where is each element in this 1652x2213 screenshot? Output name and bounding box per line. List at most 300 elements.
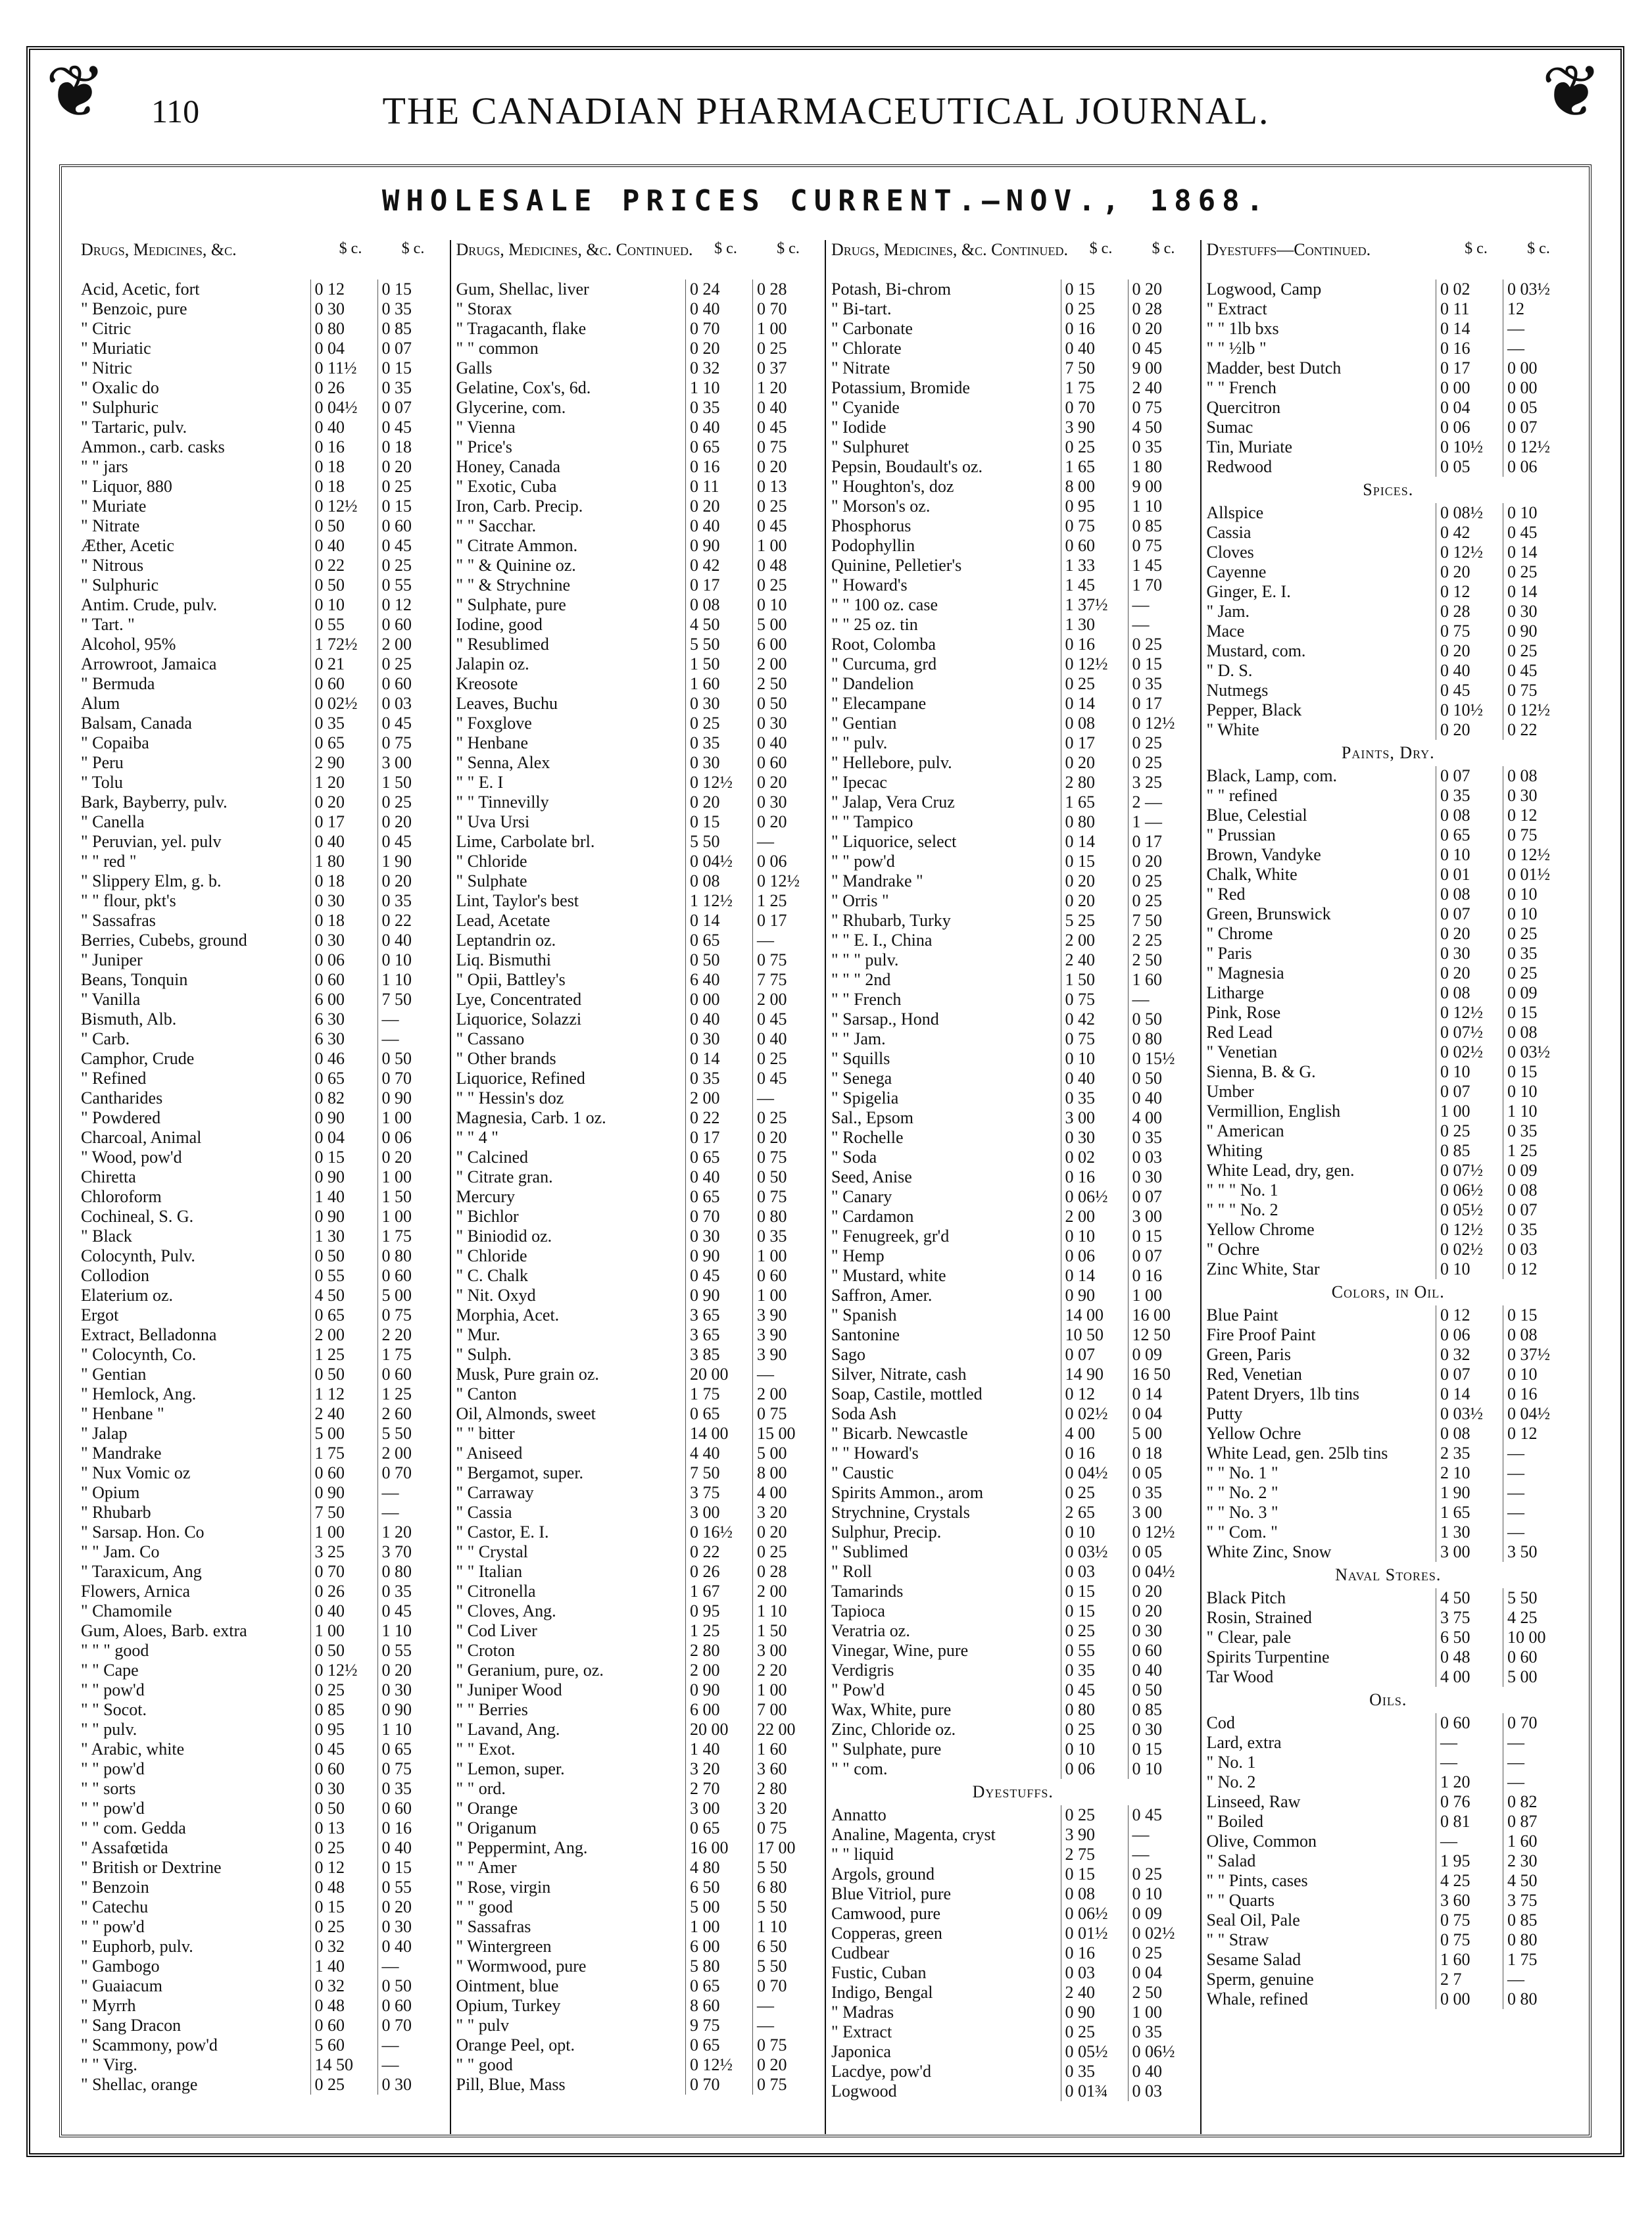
- item-name: Black, Lamp, com.: [1206, 766, 1338, 785]
- price-low: 0 26: [685, 1562, 752, 1582]
- price-high: 0 30: [752, 792, 819, 812]
- price-row: [1207, 806, 1570, 825]
- price-row: [1207, 582, 1570, 602]
- price-low: 0 04½: [685, 852, 752, 871]
- column-title: Drugs, Medicines, &c. Continued.: [456, 240, 693, 259]
- price-high: 0 55: [377, 575, 445, 595]
- item-name: " Tart. ": [81, 615, 135, 634]
- price-row: [81, 2035, 445, 2055]
- price-row: [1207, 1463, 1570, 1483]
- price-high: 0 20: [377, 457, 445, 477]
- price-low: 0 80: [1061, 812, 1128, 832]
- price-low: 6 00: [685, 1937, 752, 1957]
- price-row: [1207, 924, 1570, 944]
- price-low: 0 32: [685, 358, 752, 378]
- item-name: " No. 1: [1206, 1753, 1256, 1772]
- price-high: 9 00: [1128, 477, 1195, 497]
- price-row: [831, 2081, 1195, 2101]
- price-low: 0 40: [310, 536, 377, 556]
- price-high: 0 45: [377, 832, 445, 852]
- price-high: —: [377, 1483, 445, 1503]
- price-high: 2 00: [752, 1582, 819, 1601]
- price-high: —: [377, 2055, 445, 2075]
- item-name: Lard, extra: [1206, 1733, 1282, 1752]
- price-high: 0 85: [1503, 1910, 1570, 1930]
- price-row: [1207, 983, 1570, 1003]
- price-row: [456, 516, 820, 536]
- price-row: [831, 1720, 1195, 1739]
- item-name: Opium, Turkey: [456, 1996, 561, 2015]
- price-row: [456, 812, 820, 832]
- item-name: Orange Peel, opt.: [456, 2035, 575, 2055]
- price-row: [831, 1424, 1195, 1444]
- price-high: 0 80: [1503, 1930, 1570, 1950]
- price-low: 0 40: [685, 418, 752, 437]
- price-high: 0 17: [1128, 832, 1195, 852]
- price-low: 6 50: [1436, 1628, 1503, 1647]
- item-name: " Paris: [1206, 944, 1252, 963]
- price-high: 1 00: [752, 1246, 819, 1266]
- price-row: [81, 457, 445, 477]
- price-low: 0 95: [310, 1720, 377, 1739]
- price-low: 0 14: [1061, 1266, 1128, 1286]
- price-low: 1 50: [1061, 970, 1128, 990]
- price-low: 0 25: [1061, 437, 1128, 457]
- price-row: [81, 1305, 445, 1325]
- item-name: " Tolu: [81, 773, 123, 792]
- price-low: 0 04½: [1061, 1463, 1128, 1483]
- price-row: [81, 1049, 445, 1069]
- price-row: [1207, 1102, 1570, 1121]
- price-row: [81, 1187, 445, 1207]
- item-name: " " & Quinine oz.: [456, 556, 576, 575]
- price-high: 0 10: [377, 950, 445, 970]
- price-low: 0 30: [1061, 1128, 1128, 1148]
- price-high: 0 45: [377, 536, 445, 556]
- item-name: Olive, Common: [1206, 1832, 1317, 1851]
- price-low: 1 20: [1436, 1772, 1503, 1792]
- item-name: " " liquid: [831, 1845, 894, 1864]
- price-high: 0 75: [1128, 536, 1195, 556]
- price-row: [456, 1522, 820, 1542]
- item-name: " Refined: [81, 1069, 147, 1088]
- price-low: 0 15: [1061, 280, 1128, 299]
- price-row: [456, 615, 820, 635]
- price-low: 1 60: [1436, 1950, 1503, 1970]
- price-high: 3 00: [377, 753, 445, 773]
- price-low: 0 90: [310, 1207, 377, 1227]
- price-low: 0 25: [1061, 2022, 1128, 2042]
- price-row: [831, 2042, 1195, 2062]
- item-name: " Henbane: [456, 733, 529, 752]
- price-high: —: [377, 1009, 445, 1029]
- item-name: " Sarsap. Hon. Co: [81, 1522, 205, 1542]
- price-high: 1 25: [1503, 1141, 1570, 1161]
- price-row: [456, 773, 820, 792]
- price-low: 0 42: [685, 556, 752, 575]
- item-name: Japonica: [831, 2042, 891, 2061]
- price-low: 0 35: [1061, 1661, 1128, 1680]
- price-high: 0 25: [752, 339, 819, 358]
- price-high: 0 07: [1128, 1187, 1195, 1207]
- price-high: 2 25: [1128, 931, 1195, 950]
- price-row: [456, 1799, 820, 1818]
- price-low: 0 90: [1061, 2003, 1128, 2022]
- price-row: [831, 516, 1195, 536]
- price-row: [456, 358, 820, 378]
- price-high: 0 25: [1503, 641, 1570, 661]
- item-name: " " red ": [81, 852, 137, 871]
- price-high: 0 80: [1128, 1029, 1195, 1049]
- price-row: [1207, 1259, 1570, 1279]
- price-low: 1 67: [685, 1582, 752, 1601]
- item-name: " Sarsap., Hond: [831, 1009, 939, 1029]
- price-high: 0 60: [377, 1365, 445, 1384]
- price-high: 0 37: [752, 358, 819, 378]
- item-name: Podophyllin: [831, 536, 915, 555]
- price-high: 0 75: [752, 2075, 819, 2095]
- price-low: 0 02½: [1436, 1042, 1503, 1062]
- item-name: " Muriatic: [81, 339, 151, 358]
- price-row: [1207, 1910, 1570, 1930]
- price-low: 0 20: [1436, 924, 1503, 944]
- price-high: 0 45: [752, 1069, 819, 1088]
- price-low: 2 80: [1061, 773, 1128, 792]
- price-high: —: [1503, 1522, 1570, 1542]
- price-high: 0 35: [377, 891, 445, 911]
- price-row: [456, 1503, 820, 1522]
- price-low: 0 25: [1061, 1805, 1128, 1825]
- price-high: —: [752, 1996, 819, 2016]
- item-name: " " pulv: [456, 2016, 509, 2035]
- price-low: 1 00: [685, 1917, 752, 1937]
- price-low: 0 11½: [310, 358, 377, 378]
- price-low: 0 20: [1436, 720, 1503, 740]
- item-name: Root, Colomba: [831, 635, 936, 654]
- price-row: [81, 1917, 445, 1937]
- item-name: " " Exot.: [456, 1739, 516, 1759]
- price-low: 7 50: [310, 1503, 377, 1522]
- item-name: " " Tampico: [831, 812, 913, 831]
- item-name: Sesame Salad: [1206, 1950, 1301, 1969]
- price-low: 1 30: [1061, 615, 1128, 635]
- price-low: 0 12: [310, 1858, 377, 1878]
- price-high: 0 48: [752, 556, 819, 575]
- price-row: [831, 1483, 1195, 1503]
- item-name: " Houghton's, doz: [831, 477, 954, 496]
- price-row: [831, 1049, 1195, 1069]
- price-low: 0 02½: [1061, 1404, 1128, 1424]
- price-low: 3 00: [685, 1799, 752, 1818]
- price-row: [831, 457, 1195, 477]
- price-high: 1 75: [1503, 1950, 1570, 1970]
- price-high: 0 35: [1503, 1121, 1570, 1141]
- price-low: 0 12½: [685, 2055, 752, 2075]
- price-high: 0 70: [377, 1463, 445, 1483]
- price-low: 0 26: [310, 378, 377, 398]
- price-low: 0 04: [310, 1128, 377, 1148]
- price-high: 0 25: [752, 1049, 819, 1069]
- item-name: " " Com. ": [1206, 1522, 1278, 1542]
- item-name: Tapioca: [831, 1601, 885, 1620]
- price-low: 0 25: [1436, 1121, 1503, 1141]
- price-low: 0 07½: [1436, 1023, 1503, 1042]
- price-high: —: [752, 832, 819, 852]
- price-low: 0 03½: [1436, 1404, 1503, 1424]
- price-low: 0 65: [685, 1404, 752, 1424]
- price-low: 2 65: [1061, 1503, 1128, 1522]
- price-row: [831, 1963, 1195, 1983]
- price-low: 0 10: [310, 595, 377, 615]
- item-name: White Lead, dry, gen.: [1206, 1161, 1355, 1180]
- price-low: 1 65: [1061, 792, 1128, 812]
- item-name: " Hellebore, pulv.: [831, 753, 952, 772]
- price-low: 1 90: [1436, 1483, 1503, 1503]
- item-name: " Nux Vomic oz: [81, 1463, 191, 1482]
- price-row: [456, 2075, 820, 2095]
- section-heading: Dyestuffs.: [972, 1782, 1054, 1801]
- price-low: 0 60: [310, 674, 377, 694]
- item-name: " " E. I., China: [831, 931, 933, 950]
- price-low: 0 75: [1436, 621, 1503, 641]
- item-name: Oil, Almonds, sweet: [456, 1404, 596, 1423]
- price-low: 4 00: [1061, 1424, 1128, 1444]
- price-row: [1207, 766, 1570, 786]
- item-name: Bismuth, Alb.: [81, 1009, 177, 1029]
- price-row: [456, 852, 820, 871]
- item-name: Gum, Aloes, Barb. extra: [81, 1621, 247, 1640]
- price-low: 0 25: [1061, 1621, 1128, 1641]
- item-name: " " 25 oz. tin: [831, 615, 918, 634]
- price-row: [831, 635, 1195, 654]
- price-low: 0 25: [310, 2075, 377, 2095]
- item-name: " Sulphate: [456, 871, 527, 890]
- price-low: 1 75: [1061, 378, 1128, 398]
- price-low: 4 50: [1436, 1588, 1503, 1608]
- price-low: 2 10: [1436, 1463, 1503, 1483]
- price-high: 0 90: [377, 1700, 445, 1720]
- price-high: 2 20: [752, 1661, 819, 1680]
- item-name: Galls: [456, 358, 493, 377]
- price-low: 2 90: [310, 753, 377, 773]
- price-high: —: [1503, 1970, 1570, 1989]
- item-name: " Hemp: [831, 1246, 885, 1265]
- price-high: 0 10: [1503, 1365, 1570, 1384]
- price-high: 2 50: [1128, 1983, 1195, 2003]
- price-low: 0 60: [310, 1759, 377, 1779]
- item-name: " Bicarb. Newcastle: [831, 1424, 968, 1443]
- price-row: [81, 1503, 445, 1522]
- price-high: 0 25: [1128, 891, 1195, 911]
- item-name: " Chamomile: [81, 1601, 172, 1620]
- price-row: [831, 418, 1195, 437]
- price-low: 1 25: [685, 1621, 752, 1641]
- item-name: Black Pitch: [1206, 1588, 1286, 1607]
- item-name: " Soda: [831, 1148, 877, 1167]
- price-high: 1 00: [752, 1286, 819, 1305]
- price-low: 0 85: [310, 1700, 377, 1720]
- price-high: 0 25: [752, 575, 819, 595]
- price-row: [81, 299, 445, 319]
- item-name: Yellow Ochre: [1206, 1424, 1301, 1443]
- price-high: 0 18: [1128, 1444, 1195, 1463]
- price-low: 0 08: [1436, 806, 1503, 825]
- price-low: 0 15: [1061, 1601, 1128, 1621]
- price-low: 0 03: [1061, 1963, 1128, 1983]
- price-low: 5 50: [685, 832, 752, 852]
- price-row: [831, 970, 1195, 990]
- price-low: 0 35: [685, 398, 752, 418]
- price-row: [81, 694, 445, 714]
- price-high: 0 45: [377, 714, 445, 733]
- price-low: 1 65: [1061, 457, 1128, 477]
- item-name: " Rhubarb: [81, 1503, 151, 1522]
- price-low: 0 65: [685, 1818, 752, 1838]
- price-high: 4 00: [1128, 1108, 1195, 1128]
- item-name: " Resublimed: [456, 635, 549, 654]
- price-high: 0 40: [752, 1029, 819, 1049]
- price-row: [456, 2035, 820, 2055]
- price-high: 5 00: [1128, 1424, 1195, 1444]
- price-low: 0 40: [1061, 1069, 1128, 1088]
- price-row: [831, 1739, 1195, 1759]
- price-low: 0 70: [685, 2075, 752, 2095]
- price-row: [456, 931, 820, 950]
- item-name: Blue Vitriol, pure: [831, 1884, 952, 1903]
- price-low: 5 50: [685, 635, 752, 654]
- price-low: 1 50: [685, 654, 752, 674]
- item-name: " Wormwood, pure: [456, 1957, 587, 1976]
- price-high: 0 10: [752, 595, 819, 615]
- price-low: 0 15: [1061, 852, 1128, 871]
- price-low: 0 22: [310, 556, 377, 575]
- price-high: 0 50: [752, 1167, 819, 1187]
- price-low: 4 40: [685, 1444, 752, 1463]
- price-row: [456, 674, 820, 694]
- price-low: 0 45: [1436, 681, 1503, 700]
- price-row: [456, 1542, 820, 1562]
- price-low: 0 50: [685, 950, 752, 970]
- price-high: 22 00: [752, 1720, 819, 1739]
- price-high: —: [377, 1029, 445, 1049]
- price-row: [81, 931, 445, 950]
- price-row: [81, 339, 445, 358]
- item-name: " Ipecac: [831, 773, 887, 792]
- price-row: [1207, 1384, 1570, 1404]
- item-name: Camwood, pure: [831, 1904, 941, 1923]
- item-name: " Opium: [81, 1483, 140, 1502]
- item-name: Musk, Pure grain oz.: [456, 1365, 599, 1384]
- price-row: [831, 556, 1195, 575]
- item-name: " Chrome: [1206, 924, 1273, 943]
- item-name: " British or Dextrine: [81, 1858, 222, 1877]
- item-name: Colocynth, Pulv.: [81, 1246, 195, 1265]
- price-row: [456, 595, 820, 615]
- price-low: 4 50: [310, 1286, 377, 1305]
- price-low: 0 25: [310, 1917, 377, 1937]
- item-name: " Pow'd: [831, 1680, 885, 1699]
- price-high: 0 40: [377, 1937, 445, 1957]
- price-high: 0 35: [377, 1582, 445, 1601]
- price-row: [456, 832, 820, 852]
- price-high: —: [377, 2035, 445, 2055]
- item-name: Linseed, Raw: [1206, 1792, 1301, 1811]
- price-row: [1207, 457, 1570, 477]
- item-name: " Squills: [831, 1049, 890, 1068]
- item-name: " " " 2nd: [831, 970, 891, 989]
- item-name: " Carbonate: [831, 319, 913, 338]
- price-high: 0 28: [752, 280, 819, 299]
- price-low: 0 35: [1061, 2062, 1128, 2081]
- item-name: " Rhubarb, Turky: [831, 911, 951, 930]
- item-name: " " pow'd: [81, 1917, 145, 1936]
- price-row: [81, 1246, 445, 1266]
- price-row: [81, 1266, 445, 1286]
- item-name: Æther, Acetic: [81, 536, 174, 555]
- price-row: [81, 1680, 445, 1700]
- item-name: " Madras: [831, 2003, 894, 2022]
- item-name: " " Amer: [456, 1858, 517, 1877]
- price-low: 0 12½: [1061, 654, 1128, 674]
- price-high: 1 20: [752, 378, 819, 398]
- item-name: Cantharides: [81, 1088, 163, 1107]
- price-high: 7 75: [752, 970, 819, 990]
- item-name: Pink, Rose: [1206, 1003, 1281, 1022]
- item-name: " " " good: [81, 1641, 149, 1660]
- price-high: 0 15: [1503, 1062, 1570, 1082]
- price-high: 0 07: [1503, 418, 1570, 437]
- price-low: 2 40: [1061, 1983, 1128, 2003]
- price-row: [456, 694, 820, 714]
- item-name: " " ½lb ": [1206, 339, 1267, 358]
- price-high: 0 35: [377, 1779, 445, 1799]
- item-name: " Benzoin: [81, 1878, 149, 1897]
- price-high: 5 50: [752, 1858, 819, 1878]
- price-low: 20 00: [685, 1365, 752, 1384]
- price-row: [831, 694, 1195, 714]
- price-row: [1207, 641, 1570, 661]
- price-low: 0 55: [1061, 1641, 1128, 1661]
- price-high: 0 00: [1503, 358, 1570, 378]
- price-high: 3 50: [1503, 1542, 1570, 1562]
- price-row: [456, 1582, 820, 1601]
- price-high: 0 75: [1503, 825, 1570, 845]
- price-low: 0 90: [310, 1483, 377, 1503]
- price-row: [456, 714, 820, 733]
- price-high: 0 55: [377, 1641, 445, 1661]
- item-name: " " flour, pkt's: [81, 891, 176, 910]
- price-row: [831, 1148, 1195, 1167]
- price-high: 0 75: [377, 1305, 445, 1325]
- price-high: 7 50: [1128, 911, 1195, 931]
- price-low: 0 22: [685, 1542, 752, 1562]
- price-row: [81, 1976, 445, 1996]
- item-name: Whale, refined: [1206, 1989, 1308, 2008]
- price-high: —: [752, 2016, 819, 2035]
- price-low: 0 24: [685, 280, 752, 299]
- price-high: 0 06½: [1128, 2042, 1195, 2062]
- price-low: 14 00: [1061, 1305, 1128, 1325]
- price-high: 17 00: [752, 1838, 819, 1858]
- price-row: [831, 319, 1195, 339]
- price-high: 0 09: [1503, 1161, 1570, 1180]
- price-high: 0 07: [377, 339, 445, 358]
- item-name: " Catechu: [81, 1897, 149, 1916]
- price-low: 6 00: [310, 990, 377, 1009]
- price-low: 1 25: [310, 1345, 377, 1365]
- price-high: 15 00: [752, 1424, 819, 1444]
- price-row: [456, 1976, 820, 1996]
